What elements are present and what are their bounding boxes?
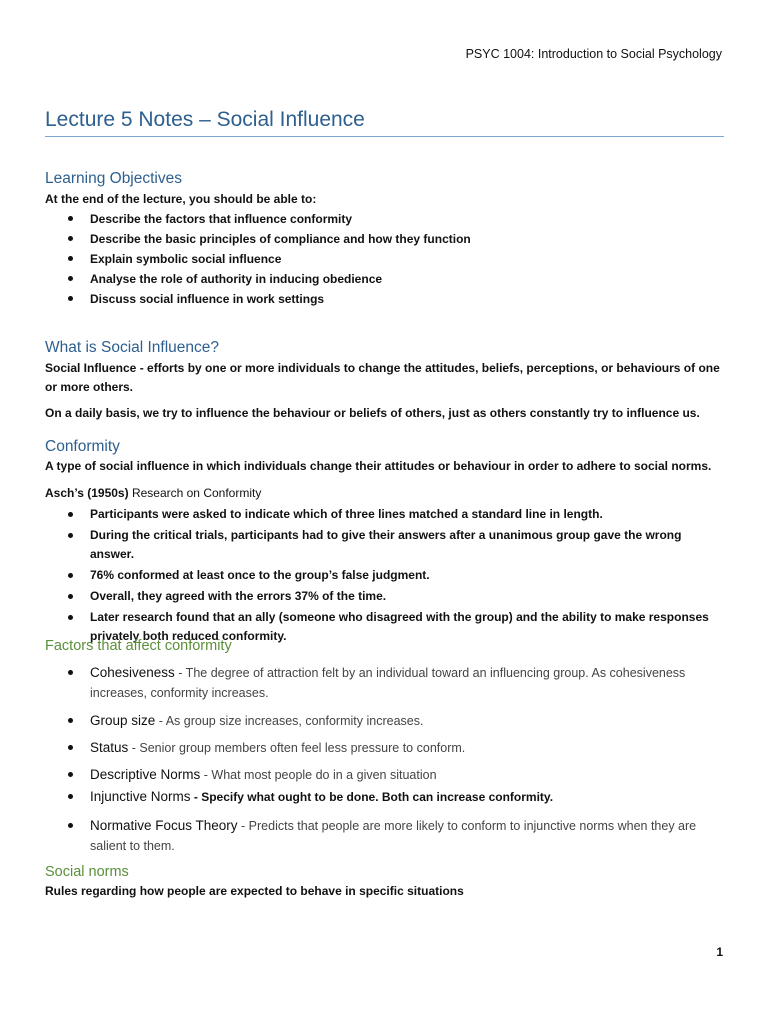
learning-objectives-intro: At the end of the lecture, you should be able to: xyxy=(45,192,317,206)
list-item: Explain symbolic social influence xyxy=(45,249,725,269)
list-item: Describe the factors that influence conformity xyxy=(45,209,725,229)
social-norms-definition: Rules regarding how people are expected to behave in specific situations xyxy=(45,884,464,898)
factor-term: Cohesiveness xyxy=(90,665,175,680)
conformity-definition: A type of social influence in which individuals change their attitudes or behaviour in order to adhere to social norms. xyxy=(45,459,712,473)
list-item: During the critical trials, participants had to give their answers after a unanimous group gave the wrong answer. xyxy=(45,526,725,564)
list-item: Describe the basic principles of compliance and how they function xyxy=(45,229,725,249)
factor-term: Group size xyxy=(90,713,156,728)
factor-definition: - Predicts that people are more likely to conform to injunctive norms when they are salient to them. xyxy=(90,819,697,853)
asch-research-title xyxy=(45,484,725,503)
factors-heading: Factors that affect conformity xyxy=(45,638,232,654)
factor-item xyxy=(45,663,725,703)
social-influence-definition xyxy=(45,359,725,397)
running-header: PSYC 1004: Introduction to Social Psychology xyxy=(465,47,722,61)
page-title: Lecture 5 Notes – Social Influence xyxy=(45,108,365,131)
factor-definition: - The degree of attraction felt by an individual toward an influencing group. As cohesiveness increases, conformity increases. xyxy=(90,666,686,700)
factor-definition: - Senior group members often feel less pressure to conform. xyxy=(128,741,466,755)
asch-research-list xyxy=(45,505,725,646)
social-influence-paragraph: On a daily basis, we try to influence the behaviour or beliefs of others, just as others constantly try to influence us. xyxy=(45,406,700,420)
factor-item xyxy=(45,816,725,856)
social-influence-definition-text: - efforts by one or more individuals to change the attitudes, beliefs, perceptions, or behaviours of one or more others. xyxy=(45,361,720,394)
list-item: Participants were asked to indicate which of three lines matched a standard line in length. xyxy=(45,505,725,524)
list-item: Overall, they agreed with the errors 37% of the time. xyxy=(45,587,725,606)
list-item: Later research found that an ally (someone who disagreed with the group) and the ability to make responses privately both reduced conformity. xyxy=(45,608,725,646)
social-influence-term: Social Influence xyxy=(45,361,137,375)
factor-term: Normative Focus Theory xyxy=(90,818,238,833)
factor-term: Status xyxy=(90,740,129,755)
social-norms-heading: Social norms xyxy=(45,864,129,880)
factor-definition: - What most people do in a given situation xyxy=(200,768,437,782)
factor-term: Descriptive Norms xyxy=(90,767,201,782)
list-item: Analyse the role of authority in inducing obedience xyxy=(45,269,725,289)
factor-item xyxy=(45,787,725,807)
list-item: Discuss social influence in work settings xyxy=(45,289,725,309)
factor-definition: - Specify what ought to be done. Both can increase conformity. xyxy=(190,790,554,804)
factor-definition: - As group size increases, conformity increases. xyxy=(155,714,424,728)
learning-objectives-list xyxy=(45,209,725,309)
factor-item xyxy=(45,738,725,758)
factor-term: Injunctive Norms xyxy=(90,789,191,804)
conformity-heading: Conformity xyxy=(45,438,120,455)
asch-title-rest: Research on Conformity xyxy=(128,486,262,500)
factor-item xyxy=(45,711,725,731)
asch-title-bold: Asch’s (1950s) xyxy=(45,486,129,500)
factors-list xyxy=(45,663,725,856)
social-influence-heading: What is Social Influence? xyxy=(45,339,220,356)
title-underline xyxy=(45,136,724,137)
factor-item xyxy=(45,765,725,785)
list-item: 76% conformed at least once to the group’s false judgment. xyxy=(45,566,725,585)
learning-objectives-heading: Learning Objectives xyxy=(45,170,182,187)
page-number: 1 xyxy=(716,945,723,959)
